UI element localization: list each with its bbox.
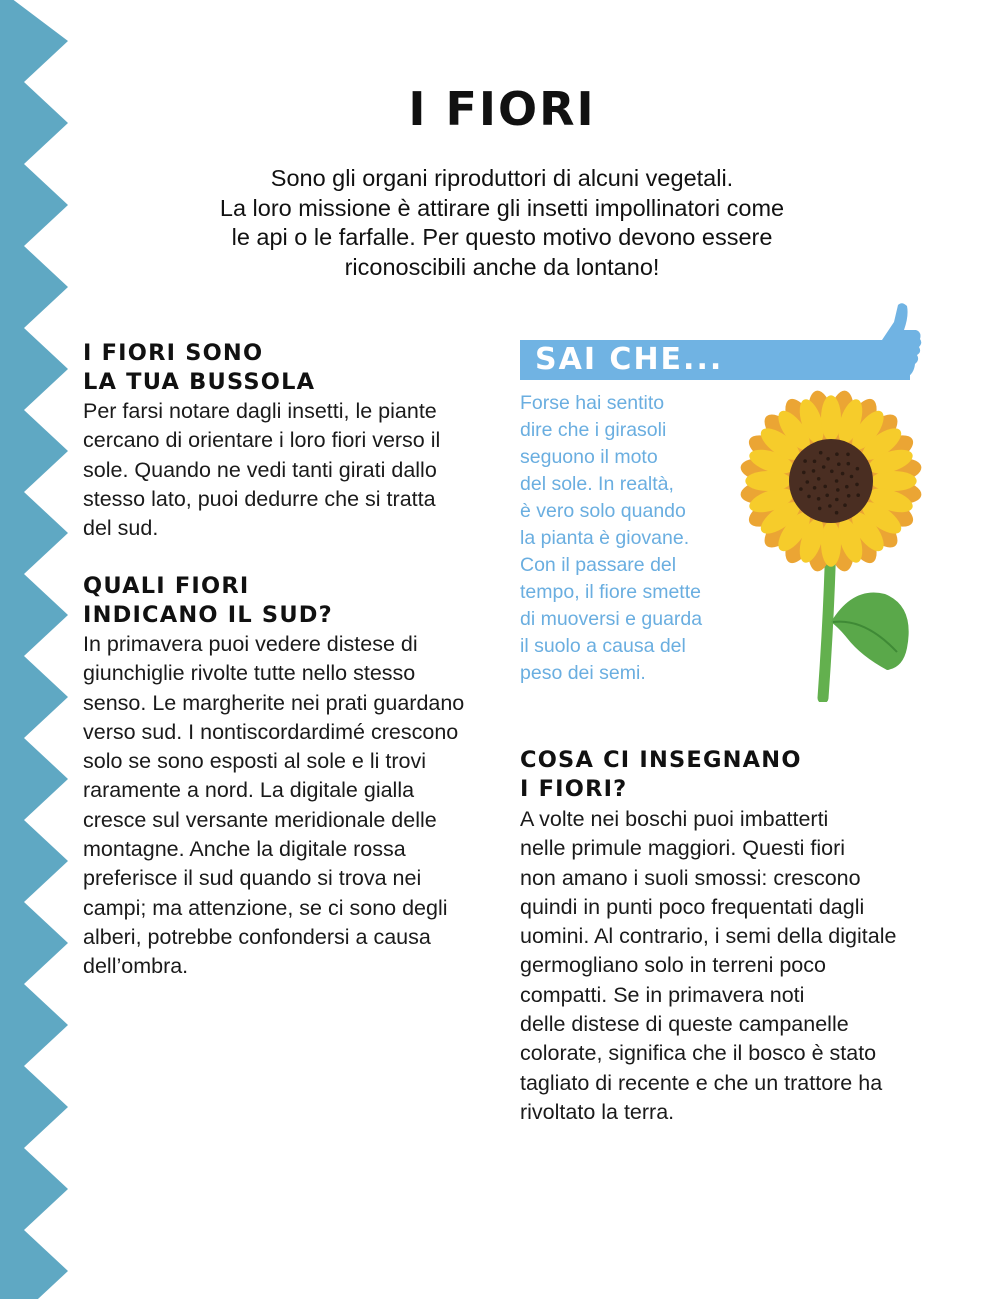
sunflower-seed: [826, 457, 830, 461]
sunflower-seed: [825, 494, 829, 498]
sai-line: tempo, il fiore smette: [520, 581, 701, 603]
sunflower-seed: [835, 452, 839, 456]
sunflower-illustration: [735, 386, 925, 702]
sai-che-label: SAI CHE...: [535, 342, 724, 377]
body-line: non amano i suoli smossi: crescono: [520, 865, 861, 890]
sai-line: peso dei semi.: [520, 662, 646, 684]
sunflower-seed: [817, 477, 821, 481]
body-line: rivoltato la terra.: [520, 1099, 675, 1124]
sunflower-petal: [821, 395, 841, 441]
heading-line: INDICANO IL SUD?: [83, 602, 333, 628]
section-heading-bussola: [83, 339, 315, 397]
sunflower-seed: [803, 459, 807, 463]
sunflower-seed: [817, 497, 821, 501]
body-line: verso sud. I nontiscordardimé crescono: [83, 719, 459, 744]
sunflower-seed: [830, 470, 834, 474]
heading-line: QUALI FIORI: [83, 573, 250, 599]
sunflower-petal: [745, 471, 791, 491]
sunflower-seed: [856, 467, 860, 471]
page-title: I FIORI: [408, 82, 596, 136]
body-line: montagne. Anche la digitale rossa: [83, 837, 406, 862]
sai-line: Forse hai sentito: [520, 392, 665, 414]
sai-line: del sole. In realtà,: [520, 473, 674, 495]
body-line: Per farsi notare dagli insetti, le piante: [83, 399, 437, 423]
sunflower-seed: [799, 487, 803, 491]
intro-line: riconoscibili anche da lontano!: [344, 253, 660, 280]
sai-che-body: [520, 390, 702, 687]
intro-line: La loro missione è attirare gli insetti impollinatori come: [219, 194, 785, 221]
sunflower-seed: [835, 498, 839, 502]
sunflower-seed: [843, 503, 847, 507]
sai-line: di muoversi e guarda: [520, 608, 703, 630]
heading-line: COSA CI INSEGNANO: [520, 747, 802, 773]
intro-line: Sono gli organi riproduttori di alcuni vegetali.: [270, 165, 734, 191]
sunflower-seed: [828, 504, 832, 508]
sai-line: Con il passare del: [520, 554, 677, 576]
section-heading-sud: [83, 572, 333, 630]
body-line: campi; ma attenzione, se ci sono degli: [83, 895, 448, 920]
section-body-insegnano: [520, 805, 896, 1127]
sunflower-seed: [835, 511, 839, 515]
section-body-sud: [83, 630, 464, 982]
body-line: A volte nei boschi puoi imbatterti: [520, 807, 829, 831]
heading-line: I FIORI?: [520, 776, 628, 802]
sunflower-seed: [846, 453, 850, 457]
sunflower-seed: [819, 451, 823, 455]
heading-line: LA TUA BUSSOLA: [83, 369, 316, 395]
heading-line: I FIORI SONO: [83, 340, 264, 366]
sai-line: il suolo a causa del: [520, 635, 686, 657]
body-line: preferisce il sud quando si trova nei: [83, 866, 422, 891]
sai-line: la pianta è giovane.: [520, 527, 690, 549]
body-line: colorate, significa che il bosco è stato: [520, 1041, 877, 1066]
body-line: tagliato di recente e che un trattore ha: [520, 1070, 883, 1095]
sunflower-seed: [802, 471, 806, 475]
sunflower-seed: [847, 494, 851, 498]
body-line: del sud.: [83, 516, 159, 541]
sunflower-seed: [845, 485, 849, 489]
sunflower-seed: [813, 460, 817, 464]
body-line: solo se sono esposti al sole e li trovi: [83, 749, 426, 774]
body-line: raramente a nord. La digitale gialla: [83, 778, 415, 803]
sunflower-seed: [855, 483, 859, 487]
sai-line: seguono il moto: [520, 446, 658, 468]
sunflower-petal: [821, 521, 841, 567]
thumbs-up-icon: [862, 302, 924, 382]
sunflower-seed: [822, 465, 826, 469]
body-line: quindi in punti poco frequentati dagli: [520, 894, 865, 919]
body-line: giunchiglie rivolte tutte nello stesso: [83, 661, 416, 686]
body-line: alberi, potrebbe confondersi a causa: [83, 924, 431, 949]
intro-line: le api o le farfalle. Per questo motivo devono essere: [231, 224, 773, 250]
sunflower-center: [789, 439, 873, 523]
intro-paragraph: [150, 164, 854, 282]
body-line: germogliano solo in terreni poco: [520, 953, 826, 978]
sunflower-seed: [847, 462, 851, 466]
sunflower-seed: [806, 480, 810, 484]
body-line: compatti. Se in primavera noti: [520, 982, 805, 1007]
sunflower-petal: [871, 471, 917, 491]
body-line: cercano di orientare i loro fiori verso il: [83, 428, 441, 453]
sai-line: dire che i girasoli: [520, 419, 667, 441]
sunflower-seed: [835, 479, 839, 483]
body-line: stesso lato, puoi dedurre che si tratta: [83, 486, 436, 511]
body-line: dell’ombra.: [83, 954, 189, 979]
sunflower-seed: [807, 495, 811, 499]
section-heading-insegnano: [520, 746, 802, 804]
body-line: nelle primule maggiori. Questi fiori: [520, 836, 846, 861]
sunflower-seed: [813, 486, 817, 490]
body-line: delle distese di queste campanelle: [520, 1012, 849, 1037]
sunflower-seed: [812, 469, 816, 473]
sunflower-seed: [836, 488, 840, 492]
body-line: sole. Quando ne vedi tanti girati dallo: [83, 457, 437, 482]
body-line: In primavera puoi vedere distese di: [83, 632, 418, 656]
body-line: senso. Le margherite nei prati guardano: [83, 690, 465, 715]
section-body-bussola: [83, 397, 440, 543]
sai-line: è vero solo quando: [520, 500, 686, 522]
zigzag-border: [0, 0, 75, 1299]
sunflower-seed: [850, 475, 854, 479]
sunflower-seed: [856, 493, 860, 497]
sunflower-seed: [818, 507, 822, 511]
sunflower-seed: [841, 472, 845, 476]
body-line: cresce sul versante meridionale delle: [83, 807, 437, 832]
body-line: uomini. Al contrario, i semi della digitale: [520, 924, 897, 949]
sunflower-seed: [837, 462, 841, 466]
sunflower-seed: [823, 485, 827, 489]
